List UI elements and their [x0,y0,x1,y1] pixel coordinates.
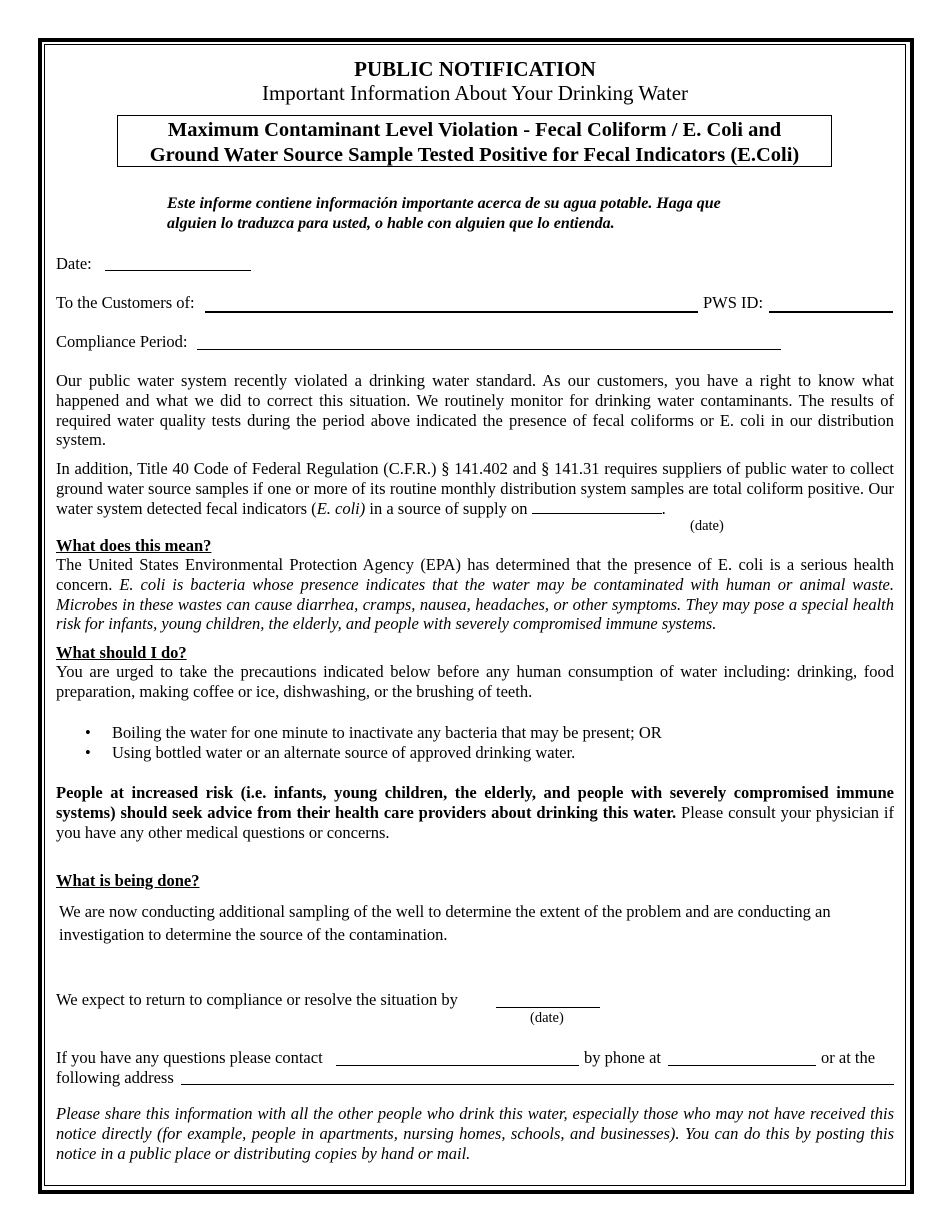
or-at-the-label: or at the [821,1048,876,1067]
phone-field[interactable] [668,1050,816,1066]
done-paragraph: We are now conducting additional sampling of the well to determine the extent of the problem and are conducting an investigation to determine the source of the contamination. [59,902,831,944]
risk-paragraph [56,783,894,842]
mean-text-b: E. coli is bacteria whose presence indicates that the water may be contaminated with human or animal waste. Microbes in these wastes can cause diarrhea, cramps, nausea, headaches, or other symptoms. They may pose a special health risk for infants, young children, the elderly, and people with severely compromised immune systems. [56,574,894,634]
violation-line-1: Maximum Contaminant Level Violation - Fecal Coliform / E. Coli and [167,119,782,141]
pws-id-field[interactable] [769,296,893,313]
pws-label: PWS ID: [703,293,764,312]
violation-title-box [117,115,832,167]
compliance-label: Compliance Period: [56,332,188,351]
source-date-field[interactable] [532,499,662,514]
addition-text-a: In addition, Title 40 Code of Federal Regulation (C.F.R.) § 141.402 and § 141.31 requires suppliers of public water to collect ground water source samples if one or more of its routine monthly distribution system samples are total coliform positive. Our water system detected fecal indicators ( [56,459,894,518]
mean-paragraph [56,555,894,634]
list-item: • Using bottled water or an alternate source of approved drinking water. [56,743,894,763]
customers-field[interactable] [205,296,698,313]
do-heading: What should I do? [56,643,187,662]
precautions-list [56,723,894,763]
contact-label: If you have any questions please contact [56,1048,323,1067]
compliance-date-field[interactable] [496,992,600,1008]
compliance-period-field[interactable] [197,334,781,350]
address-label: following address [56,1068,174,1087]
phone-label: by phone at [584,1048,661,1067]
addition-paragraph: In addition, Title 40 Code of Federal Regulation (C.F.R.) § 141.402 and § 141.31 requires suppliers of public water to collect ground water source samples if one or more of its routine monthly distribution system samples are total coliform positive. Our water system detected fecal indicators (E. coli) in a source of supply on . [56,459,894,518]
share-paragraph: Please share this information with all the other people who drink this water, especially those who may not have received this notice directly (for example, people in apartments, nursing homes, schools, and businesses). You can do this by posting this notice in a public place or distributing copies by hand or mail. [56,1104,894,1163]
violation-line-2: Ground Water Source Sample Tested Positive for Fecal Indicators (E.Coli) [149,144,800,166]
source-date-note: (date) [690,518,724,534]
intro-paragraph: Our public water system recently violated a drinking water standard. As our customers, you have a right to know what happened and what we did to correct this situation. We routinely monitor for drinking water contaminants. The results of required water quality tests during the period above indicated the presence of fecal coliforms or E. coli in our distribution system. [56,371,894,450]
contact-name-field[interactable] [336,1050,579,1066]
mean-heading: What does this mean? [56,536,212,555]
date-label: Date: [56,254,92,273]
customers-label: To the Customers of: [56,293,195,312]
spanish-notice [167,194,787,234]
date-field[interactable] [105,255,251,271]
risk-bold-text: People at increased risk (i.e. infants, young children, the elderly, and people with severely compromised immune systems) should seek advice from their health care providers about drinking this water. [56,783,894,822]
addition-text-b: in a source of supply on [365,498,528,518]
page-title: PUBLIC NOTIFICATION [354,57,596,81]
compliance-date-note: (date) [530,1010,564,1026]
risk-rest-text: Please consult your physician if you have any other medical questions or concerns. [56,802,894,842]
page-subtitle: Important Information About Your Drinking Water [261,81,689,105]
addition-ecoli: E. coli) [316,498,366,518]
mean-text-a: The United States Environmental Protection Agency (EPA) has determined that the presence of E. coli is a serious health concern. [56,555,894,594]
spanish-line-1: Este informe contiene información importante acerca de su agua potable. Haga que [167,195,721,212]
spanish-line-2: alguien lo traduzca para usted, o hable con alguien que lo entienda. [167,215,615,232]
expect-text: We expect to return to compliance or resolve the situation by [56,990,458,1009]
date-row [56,254,92,274]
do-paragraph: You are urged to take the precautions indicated below before any human consumption of water including: drinking, food preparation, making coffee or ice, dishwashing, or the brushing of teeth. [56,662,894,701]
list-item: • Boiling the water for one minute to inactivate any bacteria that may be present; OR [56,723,894,743]
done-heading: What is being done? [56,871,200,890]
address-field[interactable] [181,1069,894,1085]
